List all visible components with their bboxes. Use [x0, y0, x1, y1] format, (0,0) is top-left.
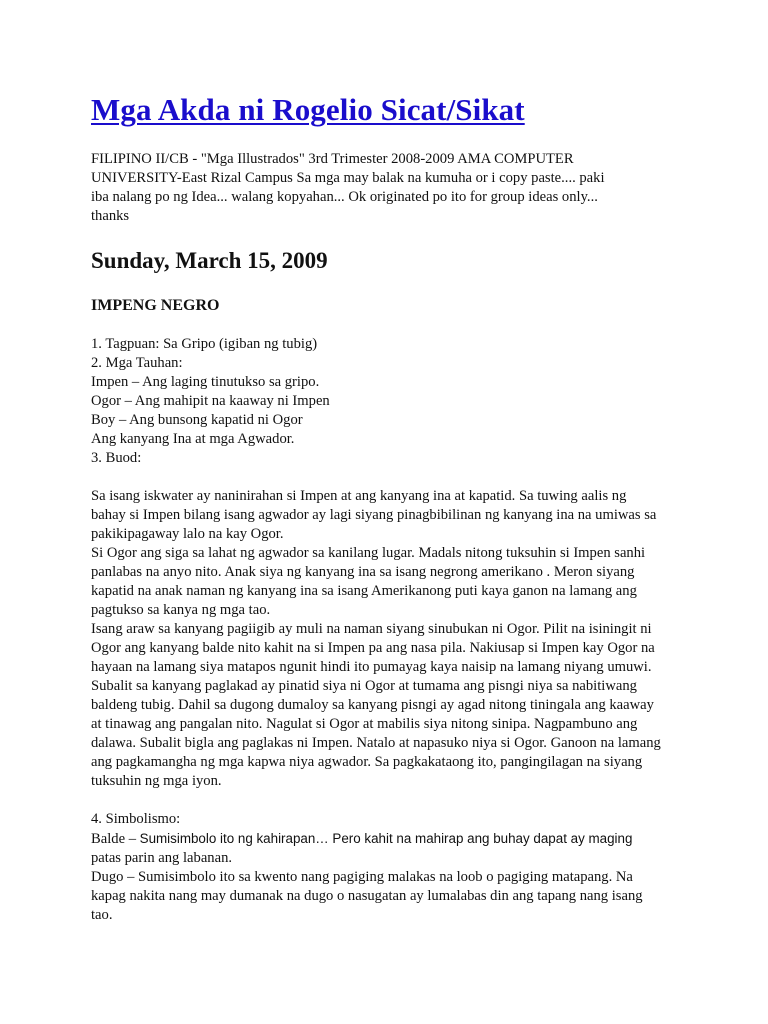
- symbolism-balde-lead: Balde –: [91, 831, 140, 847]
- blog-title-link[interactable]: Mga Akda ni Rogelio Sicat/Sikat: [91, 92, 525, 127]
- summary-heading: 3. Buod:: [91, 450, 142, 466]
- symbolism-balde-rest: patas parin ang labanan.: [91, 850, 233, 866]
- symbolism-balde: [91, 829, 661, 868]
- summary-paragraph-1: Sa isang iskwater ay naninirahan si Impen at ang kanyang ina at kapatid. Sa tuwing aalis ng bahay si Impen bilang isang agwador ay lagi siyang pinagbibilinan ng kanyang ina na umiwas sa pakikipagaway lalo na kay Ogor.: [91, 488, 657, 542]
- post-date: Sunday, March 15, 2009: [91, 248, 328, 273]
- characters-heading: 2. Mga Tauhan:: [91, 355, 183, 371]
- symbolism-balde-sans: Sumisimbolo ito ng kahirapan… Pero kahit na mahirap ang buhay dapat ay maging: [139, 831, 633, 846]
- post-title: IMPENG NEGRO: [91, 297, 220, 314]
- blank-line: [91, 468, 661, 487]
- blog-description: FILIPINO II/CB - "Mga Illustrados" 3rd Trimester 2008-2009 AMA COMPUTER UNIVERSITY-East Rizal Campus Sa mga may balak na kumuha or i copy paste.... paki iba nalang po ng Idea... walang kopyahan... Ok originated po ito for group ideas only... thanks: [91, 151, 605, 224]
- summary-paragraph-2: Si Ogor ang siga sa lahat ng agwador sa kanilang lugar. Madals nitong tuksuhin si Impen sanhi panlabas na anyo nito. Anak siya ng kanyang ina sa isang negrong amerikano . Meron siyang kapatid na anak naman ng kanyang ina sa isang Amerikanong puti kaya ganon na lamang ang pagtukso sa kanya ng mga tao.: [91, 545, 646, 618]
- symbolism-dugo: Dugo – Sumisimbolo ito sa kwento nang pagiging malakas na loob o pagiging matapang. Na kapag nakita nang may dumanak na dugo o nasugatan ay lumalabas din ang tapang nang isang tao.: [91, 869, 643, 923]
- character-boy: Boy – Ang bunsong kapatid ni Ogor: [91, 412, 303, 428]
- character-impen: Impen – Ang laging tinutukso sa gripo.: [91, 374, 320, 390]
- blank-line: [91, 791, 661, 810]
- character-ina-agwador: Ang kanyang Ina at mga Agwador.: [91, 431, 295, 447]
- post-body: [91, 335, 661, 925]
- summary-paragraph-3: Isang araw sa kanyang pagiigib ay muli na naman siyang sinubukan ni Ogor. Pilit na isiningit ni Ogor ang kanyang balde nito kahit na si Impen pa ang nasa pila. Nakiusap si Impen kay Ogor na hayaan na lamang siya matapos ngunit hindi ito pumayag kaya naisip na lamang niyang umuwi. Subalit sa kanyang paglakad ay pinatid siya ni Ogor at tumama ang pisngi niya sa nabitiwang baldeng tubig. Dahil sa dugong dumaloy sa kanyang pisngi ay agad nitong tiningala ang kaaway at tinawag ang pangalan nito. Nagulat si Ogor at mabilis siya nitong sinipa. Nagpambuno ang dalawa. Subalit bigla ang paglakas ni Impen. Natalo at napasuko niya si Ogor. Ganoon na lamang ang pagkamangha ng mga kapwa niya agwador. Sa pagkakataong ito, pangingilagan na siyang tuksuhin ng mga iyon.: [91, 621, 661, 789]
- document-page: [91, 92, 691, 925]
- symbolism-heading: 4. Simbolismo:: [91, 811, 181, 827]
- setting-line: 1. Tagpuan: Sa Gripo (igiban ng tubig): [91, 336, 318, 352]
- character-ogor: Ogor – Ang mahipit na kaaway ni Impen: [91, 393, 330, 409]
